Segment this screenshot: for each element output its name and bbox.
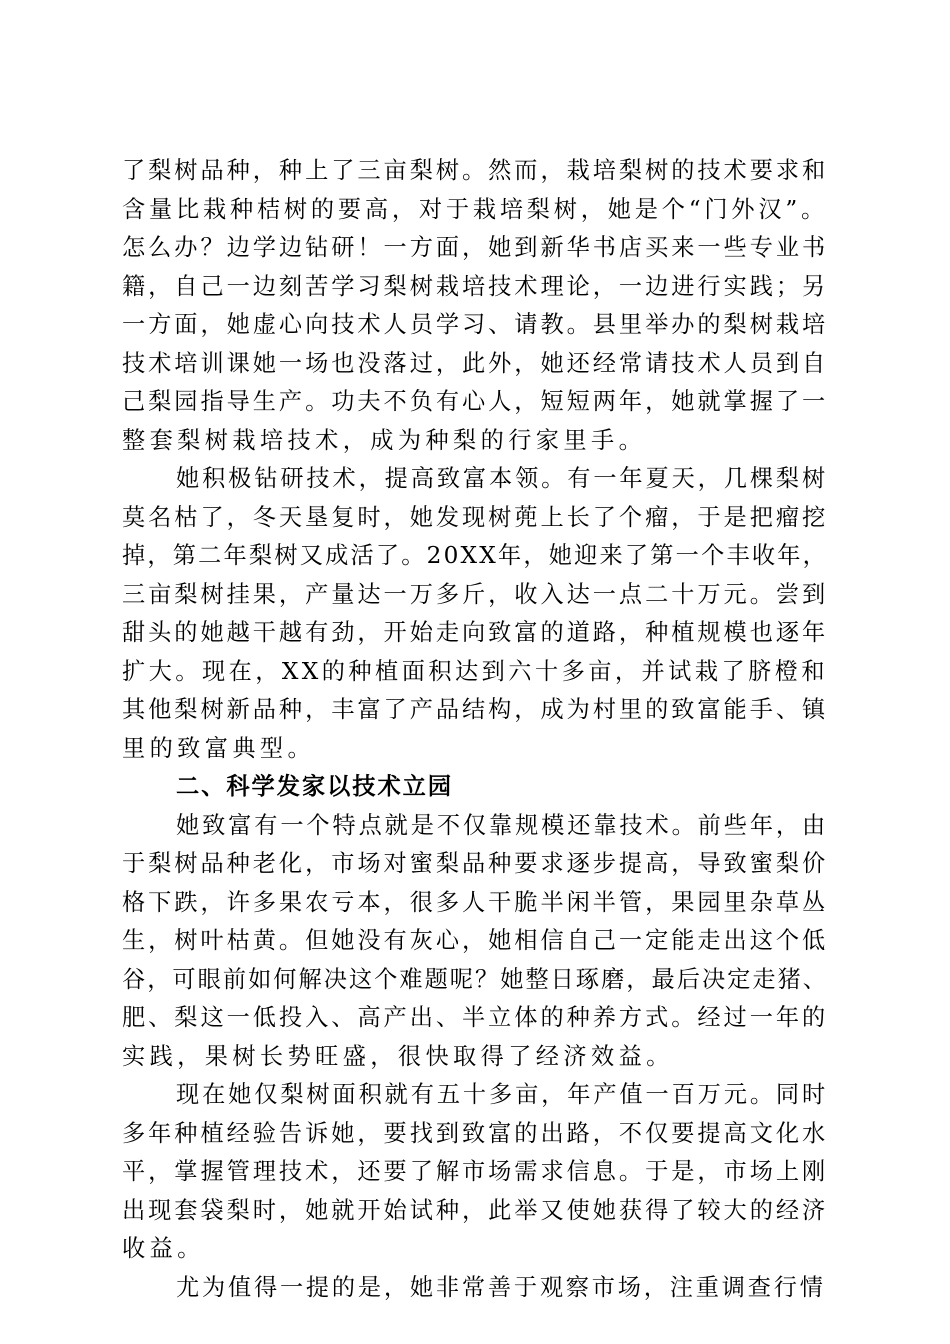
text-line: 掉，第二年梨树又成活了。20XX年，她迎来了第一个丰收年， <box>122 542 829 569</box>
text-line: 其他梨树新品种，丰富了产品结构，成为村里的致富能手、镇 <box>122 696 828 723</box>
text-line: 含量比栽种桔树的要高，对于栽培梨树，她是个“门外汉”。 <box>122 195 828 223</box>
section-heading: 二、科学发家以技术立园 <box>176 773 454 800</box>
text-line: 怎么办？边学边钻研！一方面，她到新华书店买来一些专业书 <box>122 234 828 261</box>
paragraph-5 <box>122 1269 828 1308</box>
text-line: 实践，果树长势旺盛，很快取得了经济效益。 <box>122 1042 674 1070</box>
paragraph-3 <box>122 807 828 1077</box>
paragraph-2 <box>122 460 828 768</box>
paragraph-4 <box>122 1076 828 1269</box>
text-line: 莫名枯了，冬天垦复时，她发现树蔸上长了个瘤，于是把瘤挖 <box>122 503 828 531</box>
text-line: 了梨树品种，种上了三亩梨树。然而，栽培梨树的技术要求和 <box>122 157 828 184</box>
text-line: 三亩梨树挂果，产量达一万多斤，收入达一点二十万元。尝到 <box>122 580 828 608</box>
text-line: 多年种植经验告诉她，要找到致富的出路，不仅要提高文化水 <box>122 1119 828 1147</box>
text-line: 她积极钻研技术，提高致富本领。有一年夏天，几棵梨树 <box>176 465 828 492</box>
text-line: 出现套袋梨时，她就开始试种，此举又使她获得了较大的经济 <box>122 1196 828 1224</box>
text-line: 格下跌，许多果农亏本，很多人干脆半闲半管，果园里杂草丛 <box>122 888 828 916</box>
text-line: 整套梨树栽培技术，成为种梨的行家里手。 <box>122 426 647 454</box>
text-line: 平，掌握管理技术，还要了解市场需求信息。于是，市场上刚 <box>122 1158 828 1185</box>
text-line: 扩大。现在，XX的种植面积达到六十多亩，并试栽了脐橙和 <box>122 657 828 685</box>
text-line: 技术培训课她一场也没落过，此外，她还经常请技术人员到自 <box>122 349 828 377</box>
text-line: 尤为值得一提的是，她非常善于观察市场，注重调查行情 <box>176 1273 826 1301</box>
text-line: 于梨树品种老化，市场对蜜梨品种要求逐步提高，导致蜜梨价 <box>122 850 828 877</box>
text-line: 一方面，她虚心向技术人员学习、请教。县里举办的梨树栽培 <box>122 311 828 338</box>
document-page <box>122 152 828 1307</box>
text-line: 里的致富典型。 <box>122 734 316 762</box>
text-line: 她致富有一个特点就是不仅靠规模还靠技术。前些年，由 <box>176 811 828 839</box>
text-line: 谷，可眼前如何解决这个难题呢？她整日琢磨，最后决定走猪、 <box>122 965 828 993</box>
text-line: 收益。 <box>122 1235 205 1262</box>
text-line: 肥、梨这一低投入、高产出、半立体的种养方式。经过一年的 <box>122 1004 828 1031</box>
paragraph-1 <box>122 152 828 460</box>
text-line: 生，树叶枯黄。但她没有灰心，她相信自己一定能走出这个低 <box>122 927 828 954</box>
text-line: 籍，自己一边刻苦学习梨树栽培技术理论，一边进行实践；另 <box>122 272 828 300</box>
text-line: 甜头的她越干越有劲，开始走向致富的道路，种植规模也逐年 <box>122 619 828 646</box>
text-line: 现在她仅梨树面积就有五十多亩，年产值一百万元。同时 <box>176 1081 828 1108</box>
text-line: 己梨园指导生产。功夫不负有心人，短短两年，她就掌握了一 <box>122 388 828 415</box>
